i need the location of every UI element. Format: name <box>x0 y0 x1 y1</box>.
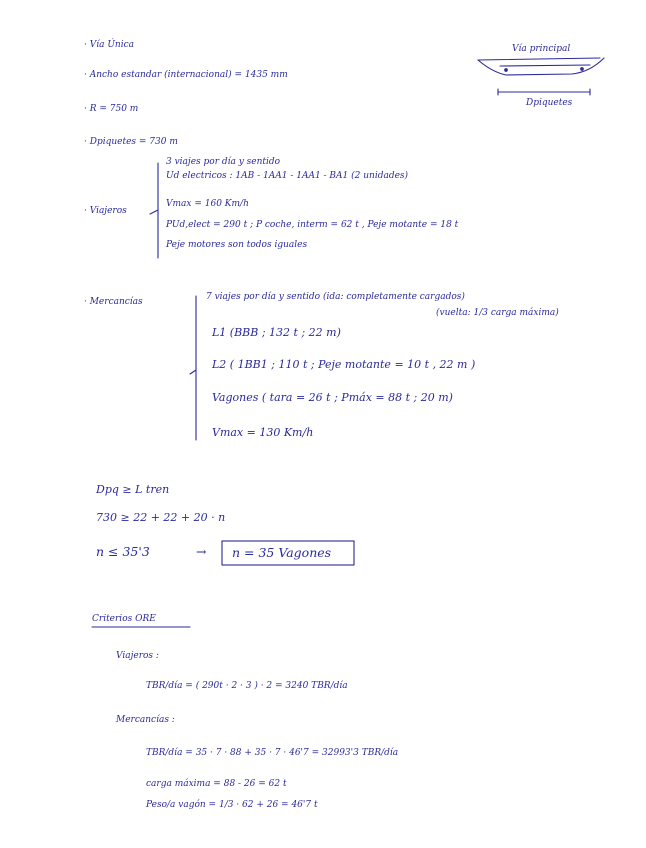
calc-line-1: Dpq ≥ L tren <box>96 483 170 496</box>
calc-arrow: → <box>196 544 207 559</box>
dpiquetes-line: · Dpiquetes = 730 m <box>84 137 178 147</box>
viajeros-line-3: Vmax = 160 Km/h <box>166 199 249 209</box>
viajeros-line-1: 3 viajes por día y sentido <box>166 157 281 167</box>
sketch-dpiquetes-label: Dpiquetes <box>526 98 573 108</box>
sketch-dot-left <box>505 69 508 72</box>
mercancias-label: · Mercancías <box>84 297 143 307</box>
mercancias-line-l1: L1 (BBB ; 132 t ; 22 m) <box>212 326 341 339</box>
viajeros-line-4: PUd,elect = 290 t ; P coche, interm = 62 t , Peje motante = 18 t <box>166 220 459 230</box>
criterios-title: Criterios ORE <box>92 614 156 624</box>
calc-line-2: 730 ≥ 22 + 22 + 20 · n <box>96 511 226 524</box>
viajeros-line-5: Peje motores son todos iguales <box>166 240 308 250</box>
sketch-via-principal-label: Vía principal <box>512 44 571 54</box>
carga-maxima-line: carga máxima = 88 - 26 = 62 t <box>146 779 287 789</box>
criterios-viajeros-label: Viajeros : <box>116 651 159 661</box>
criterios-viajeros-formula: TBR/día = ( 290t · 2 · 3 ) · 2 = 3240 TBR/día <box>146 681 348 691</box>
mercancias-line-1: 7 viajes por día y sentido (ida: completamente cargados) <box>206 292 465 302</box>
ancho-estandar-line: · Ancho estandar (internacional) = 1435 mm <box>84 70 288 80</box>
calc-boxed-result: n = 35 Vagones <box>232 545 332 560</box>
peso-vagon-line: Peso/a vagón = 1/3 · 62 + 26 = 46'7 t <box>146 800 318 810</box>
sketch-track-top <box>478 58 600 60</box>
mercancias-line-l2: L2 ( 1BB1 ; 110 t ; Peje motante = 10 t , 22 m ) <box>212 358 476 371</box>
sketch-dot-right <box>581 68 584 71</box>
calc-line-3: n ≤ 35'3 <box>96 544 150 559</box>
mercancias-line-2: (vuelta: 1/3 carga máxima) <box>436 308 559 318</box>
sketch-inner-line <box>500 65 590 66</box>
mercancias-line-vmax: Vmax = 130 Km/h <box>212 426 314 439</box>
viajeros-brace <box>150 163 158 258</box>
radius-line: · R = 750 m <box>84 104 139 114</box>
criterios-mercancias-formula: TBR/día = 35 · 7 · 88 + 35 · 7 · 46'7 = 32993'3 TBR/día <box>146 748 399 758</box>
criterios-mercancias-label: Mercancías : <box>116 715 175 725</box>
via-unica-line: · Vía Única <box>84 40 134 50</box>
sketch-dim-line <box>498 89 590 95</box>
viajeros-label: · Viajeros <box>84 206 127 216</box>
mercancias-line-vagones: Vagones ( tara = 26 t ; Pmáx = 88 t ; 20 m) <box>212 391 453 404</box>
sketch-track-curve <box>478 58 604 75</box>
mercancias-brace <box>190 296 196 440</box>
viajeros-line-2: Ud electricos : 1AB - 1AA1 - 1AA1 - BA1 (2 unidades) <box>166 171 409 181</box>
